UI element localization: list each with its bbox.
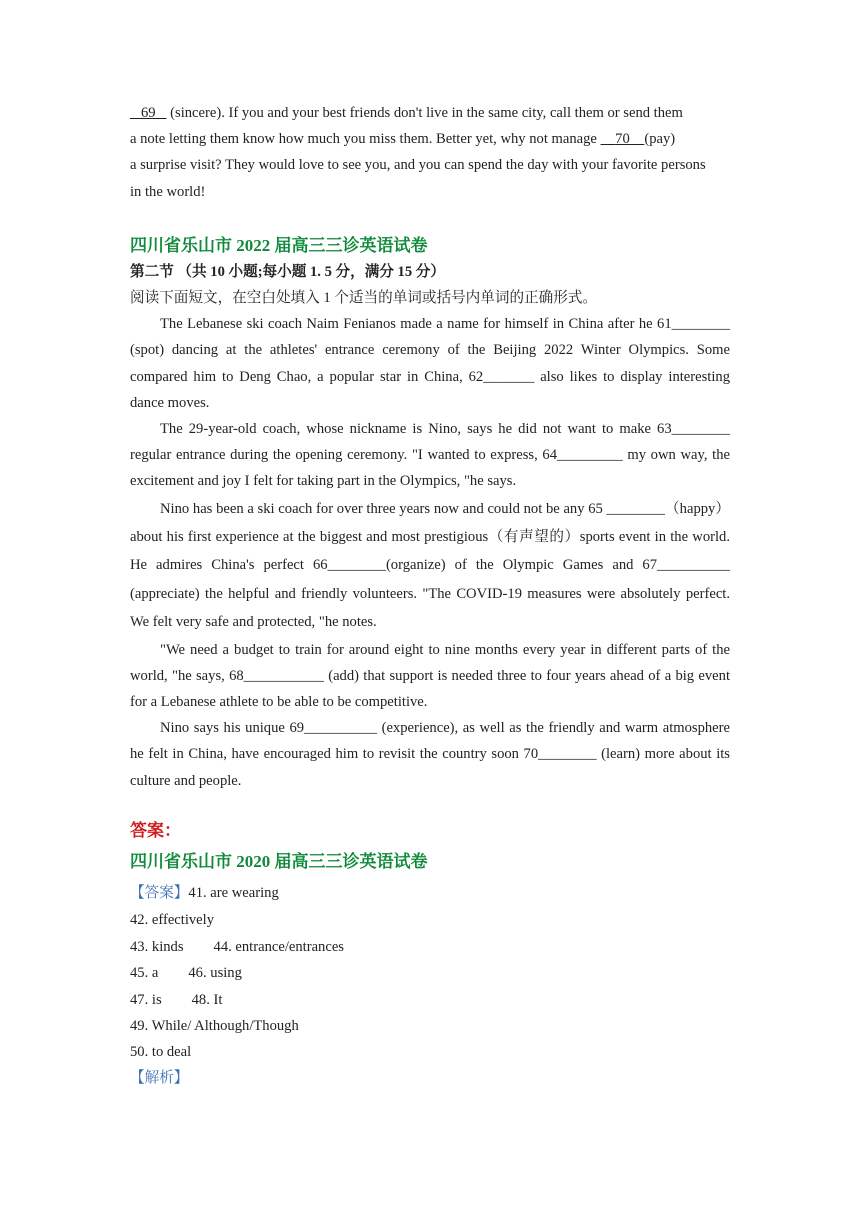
answers-heading: 答案： xyxy=(130,820,181,840)
answer-line: 49. While/ Although/Though xyxy=(130,1017,299,1034)
passage-paragraph: The Lebanese ski coach Naim Fenianos made a name for himself in China after he 61________ (spot) dancing at the athletes' entrance ceremony of the Beijing 2022 Winter Olympics. Some compared him to Deng Chao, a popular star in China, 62_______ also likes to display interesting dance moves. xyxy=(130,316,730,411)
part-label: 第二节 （共 10 小题;每小题 1. 5 分，满分 15 分） xyxy=(130,263,445,280)
passage-line: a surprise visit? They would love to see you, and you can spend the day with your favorite persons xyxy=(130,157,706,174)
answer-tag: 【答案】 xyxy=(130,884,189,901)
blank-70: 70 xyxy=(615,131,630,148)
document-content xyxy=(130,100,730,1091)
passage-paragraph: The 29-year-old coach, whose nickname is Nino, says he did not want to make 63________ regular entrance during the opening ceremony. "I wanted to express, 64_________ my own way, the excitement and joy I felt for taking part in the Olympics, "he says. xyxy=(130,421,730,490)
answer-line: 43. kinds 44. entrance/entrances xyxy=(130,939,344,956)
section-title: 四川省乐山市 2022 届高三三诊英语试卷 xyxy=(130,235,428,255)
answer-line: 【答案】41. are wearing xyxy=(130,884,279,901)
analysis-tag: 【解析】 xyxy=(130,1070,189,1087)
instruction: 阅读下面短文，在空白处填入 1 个适当的单词或括号内单词的正确形式。 xyxy=(130,290,598,307)
passage-line: 69 (sincere). If you and your best friends don't live in the same city, call them or send them xyxy=(130,100,730,126)
passage-paragraph: "We need a budget to train for around eight to nine months every year in different parts of the world, "he says, 68___________ (add) that support is needed three to four years ahead of a big event for a Lebanese athlete to be able to be competitive. xyxy=(130,641,730,711)
answer-line: 45. a 46. using xyxy=(130,965,242,982)
answers-title: 四川省乐山市 2020 届高三三诊英语试卷 xyxy=(130,851,428,871)
passage-paragraph: Nino says his unique 69__________ (experience), as well as the friendly and warm atmosphere he felt in China, have encouraged him to revisit the country soon 70________ (learn) more about its culture and people. xyxy=(130,720,730,789)
passage-line: a note letting them know how much you miss them. Better yet, why not manage 70 (pay) xyxy=(130,131,676,148)
answer-line: 50. to deal xyxy=(130,1043,192,1060)
passage-paragraph: Nino has been a ski coach for over three years now and could not be any 65 ________（happy）about his first experience at the biggest and most prestigious（有声望的）sports event in the world. He admires China's perfect 66________(organize) of the Olympic Games and 67__________ (appreciate) the helpful and friendly volunteers. "The COVID-19 measures were absolutely perfect. We felt very safe and protected, "he notes. xyxy=(130,500,730,631)
answer-line: 47. is 48. It xyxy=(130,991,223,1008)
answer-line: 42. effectively xyxy=(130,912,215,929)
blank-69: 69 xyxy=(140,105,156,121)
passage-line: in the world! xyxy=(130,183,206,200)
